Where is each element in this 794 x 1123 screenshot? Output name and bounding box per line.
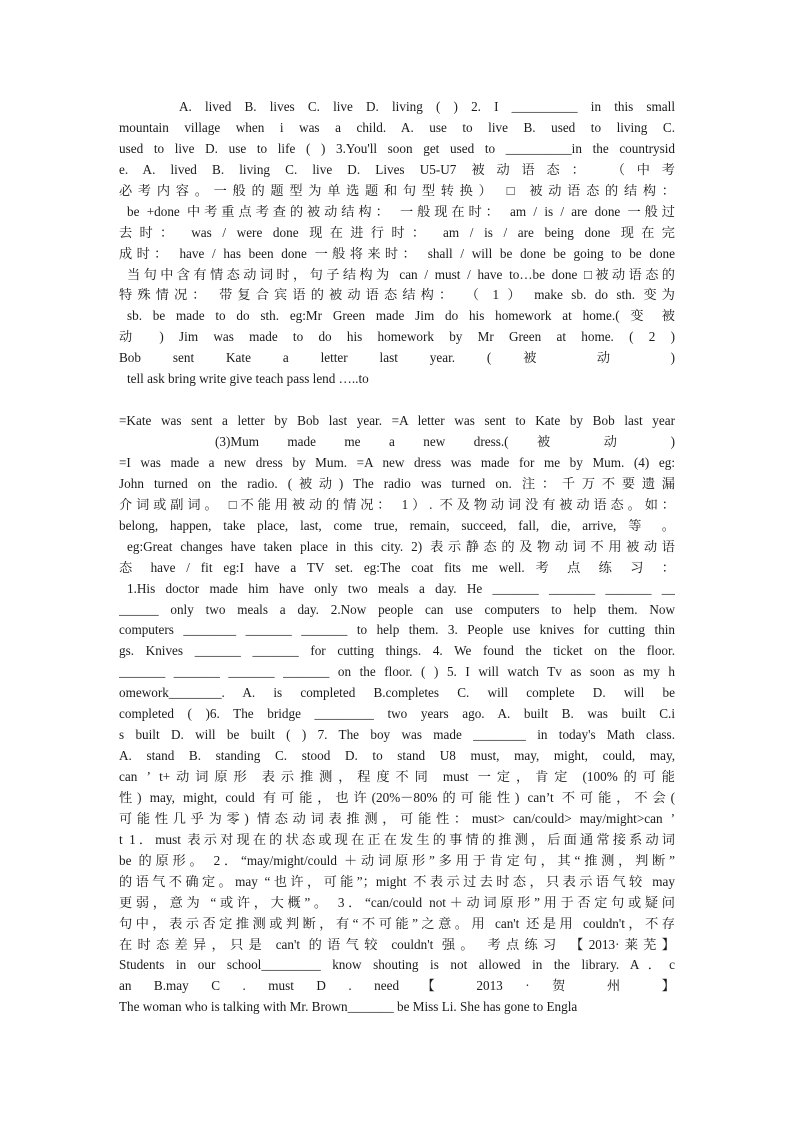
text-line: 的语气不确定。may “也许，可能”；might 不表示过去时态，只表示语气较 may xyxy=(119,873,675,889)
text-line: A. stand B. standing C. stood D. to stand U8 must, may, might, could, may, xyxy=(119,748,675,764)
text-line: 介词或副词。 □不能用被动的情况： 1）. 不及物动词没有被动语态。如： xyxy=(119,496,675,512)
text-line: The woman who is talking with Mr. Brown_______ be Miss Li. She has gone to Engla xyxy=(119,999,578,1015)
text-line: John turned on the radio. (被动) The radio was turned on. 注：千万不要遗漏 xyxy=(119,475,675,491)
text-line: 更弱，意为 “或许，大概”。 3．“can/could not＋动词原形”用于否定句或疑问 xyxy=(119,894,675,910)
blank-line xyxy=(119,390,675,411)
text-line: completed ( )6. The bridge _________ two years ago. A. built B. was built C.i xyxy=(119,706,675,722)
text-line: (3)Mum made me a new dress.( 被 动 ) xyxy=(215,434,675,449)
text-line: ______ only two meals a day. 2.Now people can use computers to help them. Now xyxy=(119,601,675,617)
text-line: be +done 中考重点考查的被动结构： 一般现在时： am / is / are done 一般过 xyxy=(127,203,675,219)
text-line: 动 ) Jim was made to do his homework by Mr Green at home. ( 2 ) xyxy=(119,329,675,345)
text-line: 当句中含有情态动词时，句子结构为 can / must / have to…be done □被动语态的 xyxy=(127,266,675,282)
text-line: tell ask bring write give teach pass lend …..to xyxy=(127,371,369,387)
text-line: e. A. lived B. living C. live D. Lives U5-U7 被动语态： （中考 xyxy=(119,161,675,177)
text-line: 必考内容。一般的题型为单选题和句型转换） □ 被动语态的结构： xyxy=(119,182,675,198)
text-line: gs. Knives _______ _______ for cutting things. 4. We found the ticket on the floor. xyxy=(119,643,675,659)
text-line: t 1．must 表示对现在的状态或现在正在发生的事情的推测，后面通常接系动词 xyxy=(119,831,675,847)
text-line: 性) may, might, could 有可能，也许(20%－80%的可能性) can’t 不可能，不会( xyxy=(119,789,675,805)
text-line: 在时态差异，只是 can't 的语气较 couldn't 强。 考点练习 【2013·莱芜】 xyxy=(119,936,675,952)
text-line: sb. be made to do sth. eg:Mr Green made Jim do his homework at home.( 变 被 xyxy=(127,308,675,324)
text-line: s built D. will be built ( ) 7. The boy was made ________ in today's Math class. xyxy=(119,727,675,743)
text-line: an B.may C . must D . need 【 2013 · 贺 州 】 xyxy=(119,978,675,994)
text-line: 可能性几乎为零) 情态动词表推测，可能性：must> can/could> may/might>can ’ xyxy=(119,810,675,826)
text-line: Bob sent Kate a letter last year. ( 被 动 ) xyxy=(119,350,675,366)
text-line: used to live D. use to life ( ) 3.You'll soon get used to __________in the countrysid xyxy=(119,140,675,156)
text-line: 特殊情况： 带复合宾语的被动语态结构： （ 1 ） make sb. do sth. 变为 xyxy=(119,287,675,303)
text-line: eg:Great changes have taken place in this city. 2) 表示静态的及物动词不用被动语 xyxy=(127,538,675,554)
text-line: =Kate was sent a letter by Bob last year. =A letter was sent to Kate by Bob last year xyxy=(119,413,675,429)
text-line: computers ________ _______ _______ to help them. 3. People use knives for cutting thin xyxy=(119,622,675,638)
text-line: Students in our school_________ know shouting is not allowed in the library. A．c xyxy=(119,957,675,973)
text-line: 态 have / fit eg:I have a TV set. eg:The coat fits me well. 考 点 练 习 ： xyxy=(119,559,675,575)
text-line: =I was made a new dress by Mum. =A new dress was made for me by Mum. (4) eg: xyxy=(119,454,675,470)
text-line: be 的原形。 2．“may/might/could ＋动词原形”多用于肯定句，其“推测，判断” xyxy=(119,852,675,868)
text-line: A. lived B. lives C. live D. living ( ) 2. I __________ in this small xyxy=(179,99,675,114)
text-line: 去时： was / were done 现在进行时： am / is / are being done 现在完 xyxy=(119,224,675,240)
text-line: belong, happen, take place, last, come true, remain, succeed, fall, die, arrive, 等 。 xyxy=(119,517,675,533)
text-line: omework________. A. is completed B.completes C. will complete D. will be xyxy=(119,685,675,701)
text-line: _______ _______ _______ _______ on the floor. ( ) 5. I will watch Tv as soon as my h xyxy=(119,664,675,680)
text-line: 句中，表示否定推测或判断，有“不可能”之意。用 can't 还是用 couldn't，不存 xyxy=(119,915,675,931)
text-line: 成时： have / has been done 一般将来时： shall / will be done be going to be done xyxy=(119,245,675,261)
text-line: can ’ t+动词原形 表示推测，程度不同 must 一定，肯定 (100%的可能 xyxy=(119,769,675,784)
text-line: mountain village when i was a child. A. use to live B. used to living C. xyxy=(119,119,675,135)
document-body xyxy=(119,97,675,1018)
text-line: 1.His doctor made him have only two meals a day. He _______ _______ _______ __ xyxy=(127,580,675,596)
